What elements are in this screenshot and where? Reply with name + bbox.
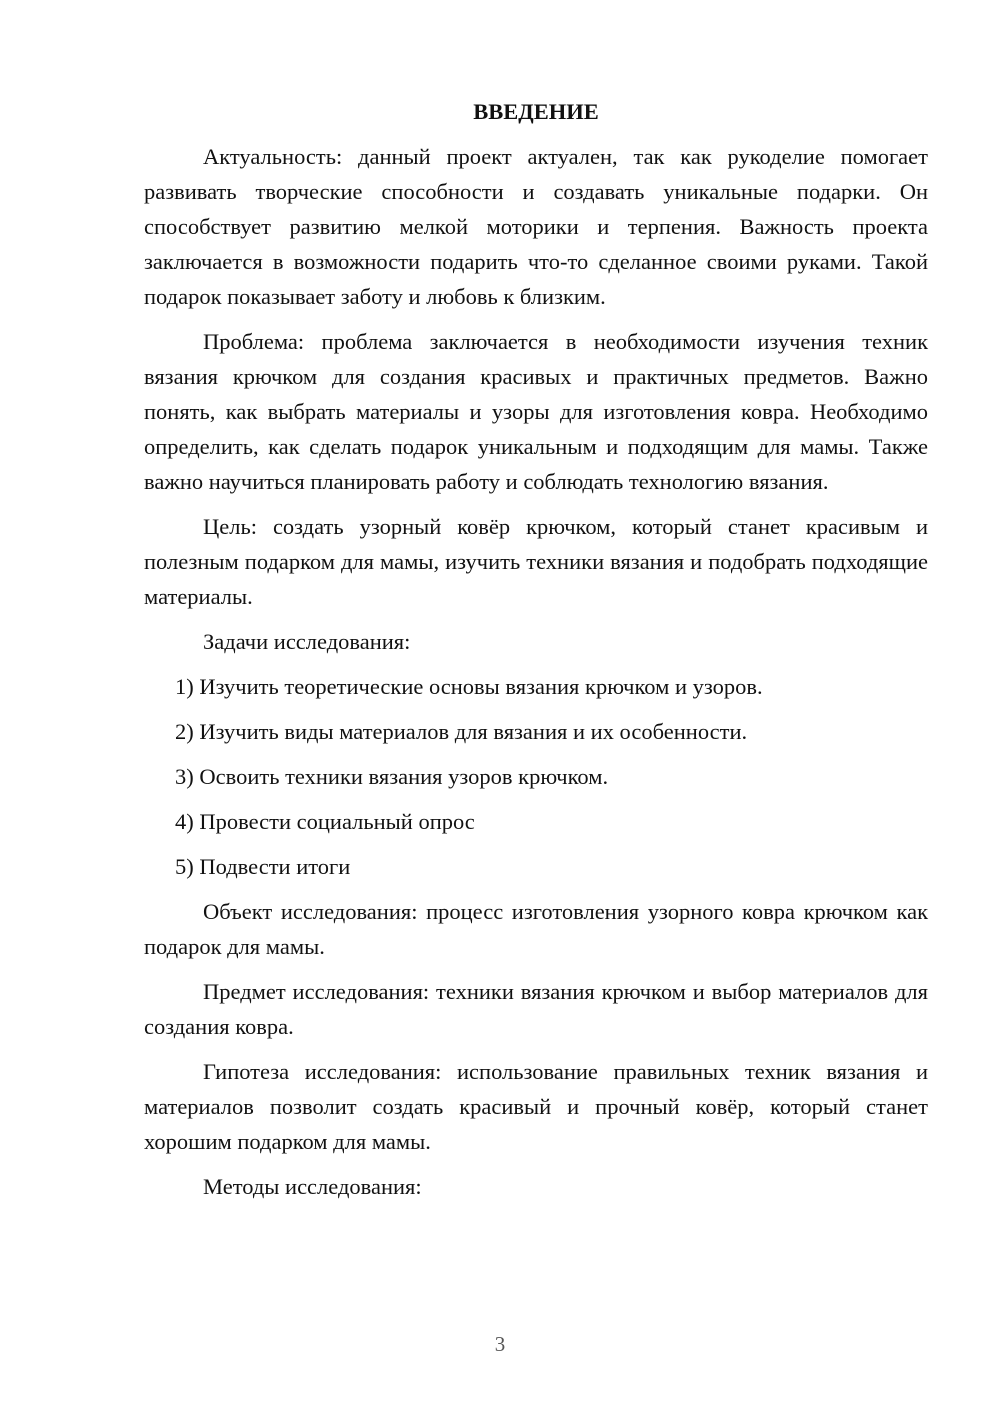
- task-item: 4) Провести социальный опрос: [175, 809, 475, 834]
- problem-paragraph: Проблема: проблема заключается в необходимости изучения техник вязания крючком для создания красивых и практичных предметов. Важно понять, как выбрать материалы и узоры для изготовления ковра. Необходимо определить, как сделать подарок уникальным и подходящим для мамы. Также важно научиться планировать работу и соблюдать технологию вязания.: [144, 329, 928, 494]
- task-item: 5) Подвести итоги: [175, 854, 351, 879]
- tasks-heading: Задачи исследования:: [203, 629, 411, 654]
- hypothesis-paragraph: Гипотеза исследования: использование правильных техник вязания и материалов позволит создать красивый и прочный ковёр, который станет хорошим подарком для мамы.: [144, 1059, 928, 1154]
- relevance-paragraph: Актуальность: данный проект актуален, так как рукоделие помогает развивать творческие способности и создавать уникальные подарки. Он способствует развитию мелкой моторики и терпения. Важность проекта заключается в возможности подарить что-то сделанное своими руками. Такой подарок показывает заботу и любовь к близким.: [144, 144, 928, 309]
- methods-heading: Методы исследования:: [203, 1174, 422, 1199]
- task-item: 3) Освоить техники вязания узоров крючком.: [175, 764, 609, 789]
- task-item: 2) Изучить виды материалов для вязания и их особенности.: [175, 719, 748, 744]
- page-content: [144, 94, 928, 1214]
- task-item: 1) Изучить теоретические основы вязания крючком и узоров.: [175, 674, 763, 699]
- subject-paragraph: Предмет исследования: техники вязания крючком и выбор материалов для создания ковра.: [144, 979, 928, 1039]
- object-paragraph: Объект исследования: процесс изготовления узорного ковра крючком как подарок для мамы.: [144, 899, 928, 959]
- tasks-list: [144, 669, 928, 884]
- goal-paragraph: Цель: создать узорный ковёр крючком, который станет красивым и полезным подарком для мамы, изучить техники вязания и подобрать подходящие материалы.: [144, 514, 928, 609]
- page-number: 3: [494, 1332, 506, 1356]
- page-title: ВВЕДЕНИЕ: [473, 99, 599, 124]
